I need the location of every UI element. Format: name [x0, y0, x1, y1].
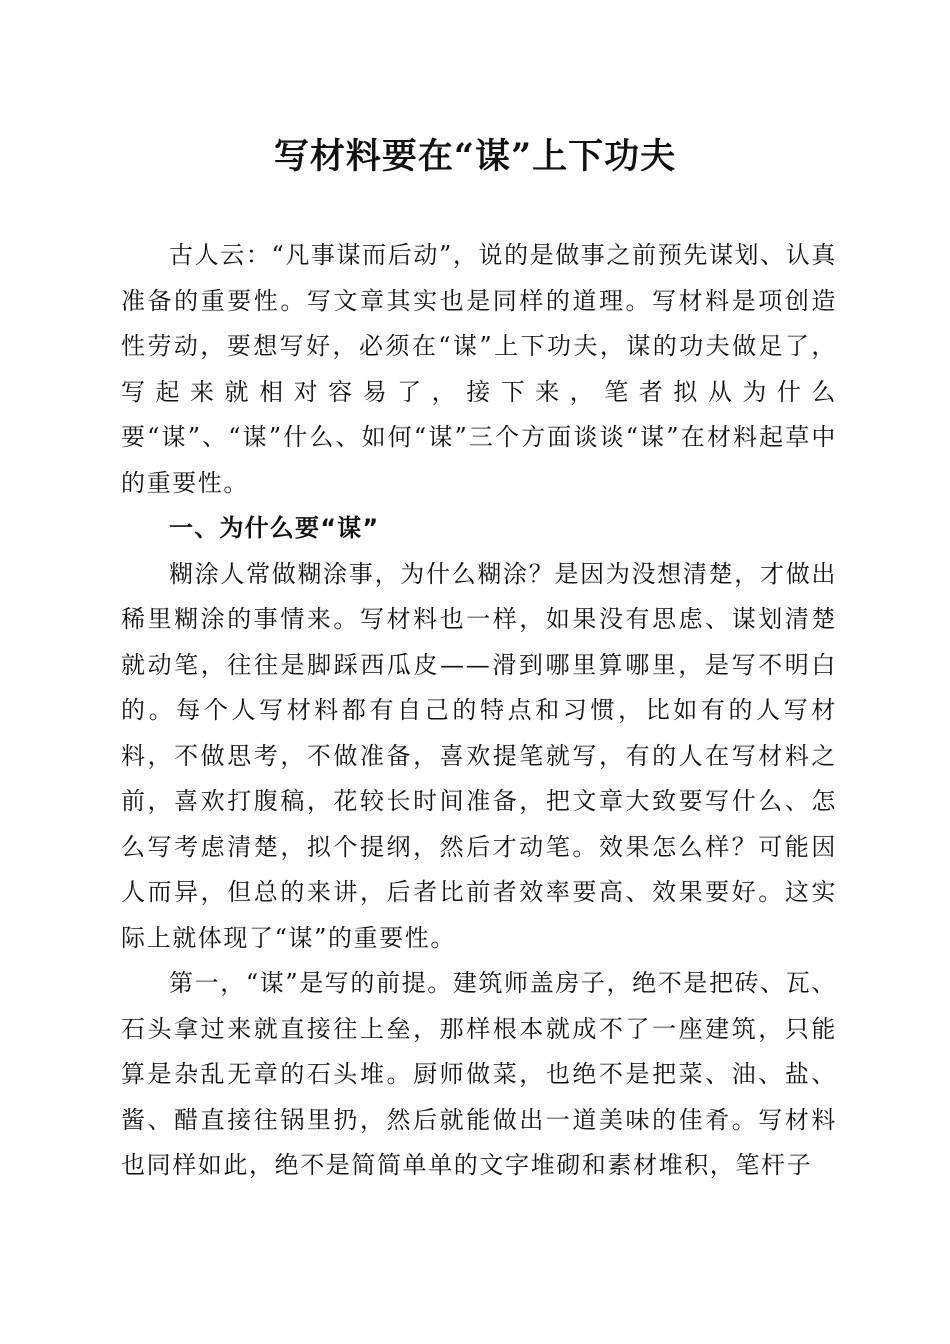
- section-heading: 一、为什么要“谋”: [169, 514, 380, 542]
- document-body: [121, 233, 837, 1189]
- section-paragraph-2: [121, 961, 837, 1189]
- section-paragraph: 糊涂人常做糊涂事，为什么糊涂？是因为没想清楚，才做出稀里糊涂的事情来。写材料也一样，如果没有思虑、谋划清楚就动笔，往往是脚踩西瓜皮——滑到哪里算哪里，是写不明白的。每个人写材料都有自己的特点和习惯，比如有的人写材料，不做思考，不做准备，喜欢提笔就写，有的人在写材料之前，喜欢打腹稿，花较长时间准备，把文章大致要写什么、怎么写考虑清楚，拟个提纲，然后才动笔。效果怎么样？可能因人而异，但总的来讲，后者比前者效率要高、效果要好。这实际上就体现了“谋”的重要性。: [121, 559, 837, 952]
- paragraph-text: 建筑师盖房子，绝不是把砖、瓦、石头拿过来就直接往上垒，那样根本就成不了一座建筑，只能算是杂乱无章的石头堆。厨师做菜，也绝不是把菜、油、盐、酱、醋直接往锅里扔，然后就能做出一道美味的佳肴。写材料也同样如此，绝不是简简单单的文字堆砌和素材堆积，笔杆子: [121, 969, 837, 1179]
- document-title: 写材料要在“谋”上下功夫: [273, 136, 677, 177]
- intro-paragraph: 古人云：“凡事谋而后动”，说的是做事之前预先谋划、认真准备的重要性。写文章其实也是同样的道理。写材料是项创造性劳动，要想写好，必须在“谋”上下功夫，谋的功夫做足了，写起来就相对容易了，接下来，笔者拟从为什么要“谋”、“谋”什么、如何“谋”三个方面谈谈“谋”在材料起草中的重要性。: [121, 241, 837, 497]
- paragraph-lead: 第一，“谋”是写的前提。: [169, 969, 453, 997]
